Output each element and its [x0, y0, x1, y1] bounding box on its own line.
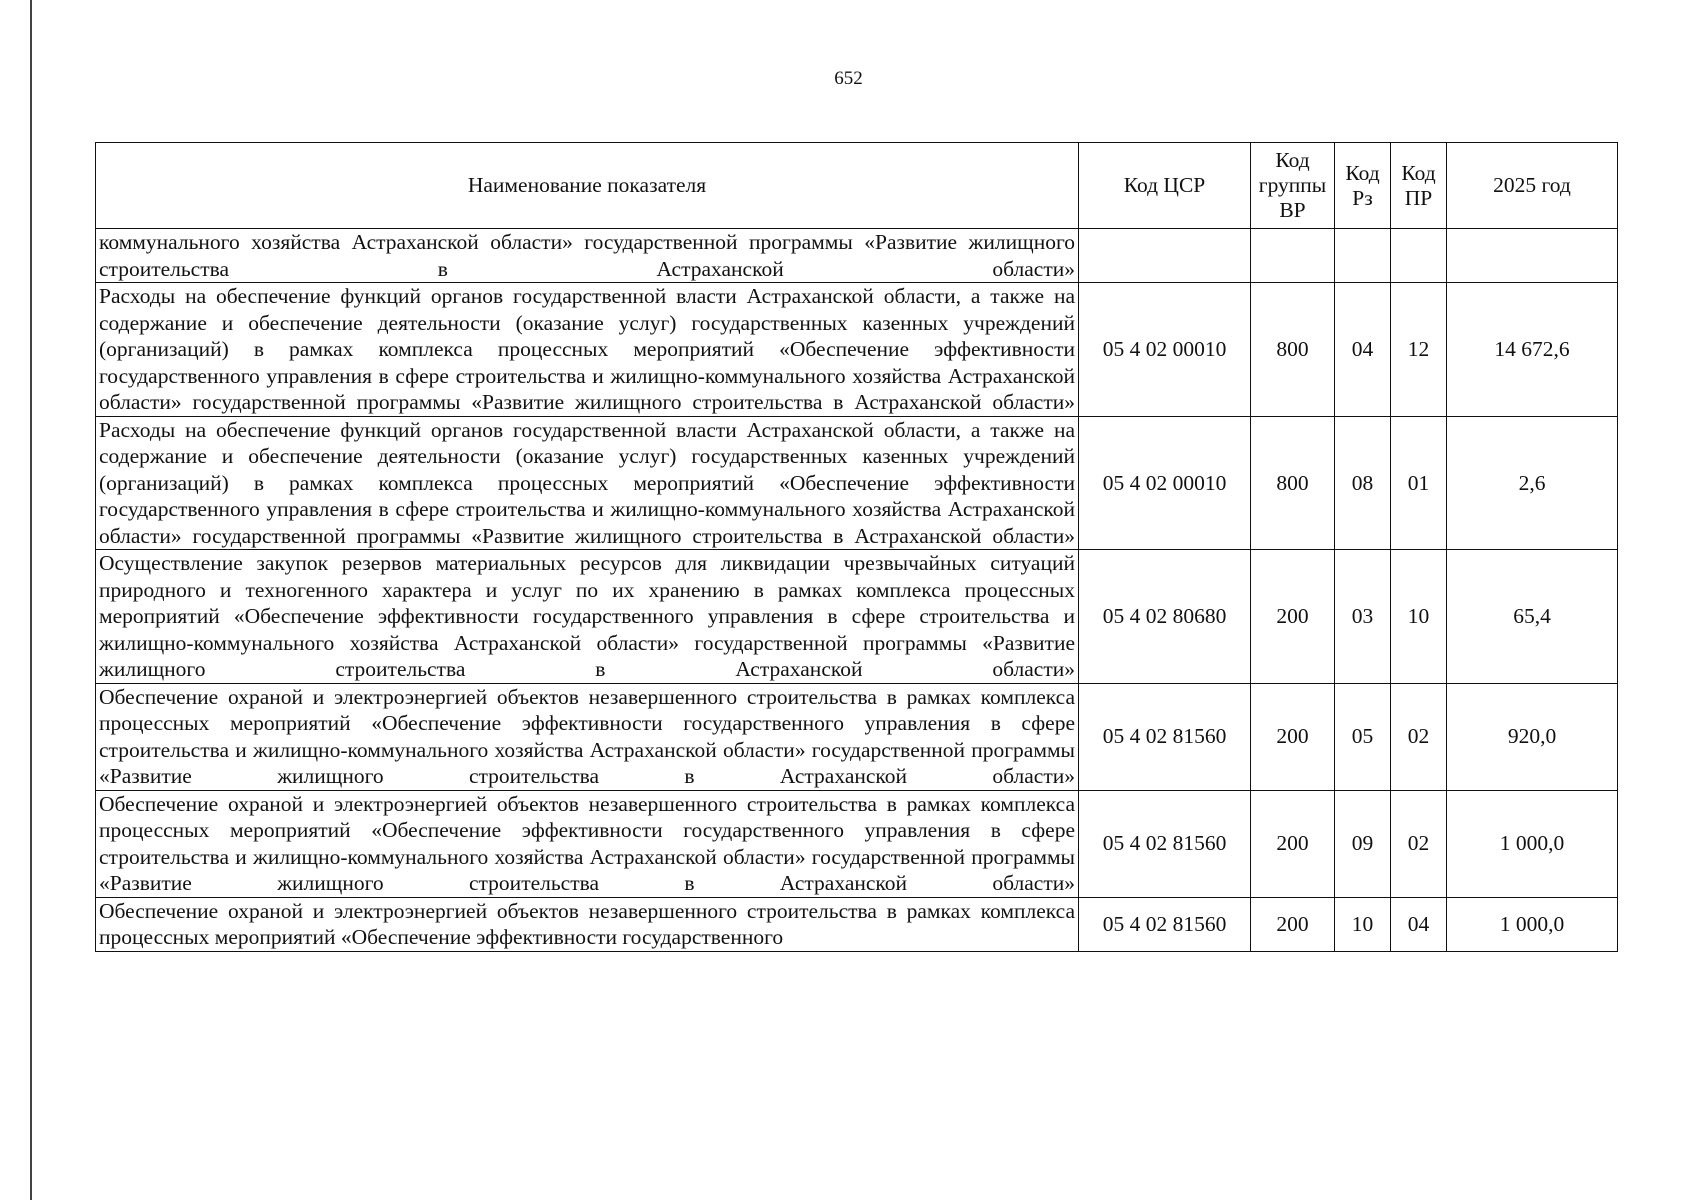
budget-table [95, 142, 1618, 952]
table-row [96, 897, 1618, 951]
row-csr [1079, 229, 1251, 283]
row-pr: 02 [1391, 790, 1447, 897]
row-vr [1251, 229, 1335, 283]
table-row [96, 550, 1618, 684]
row-pr [1391, 229, 1447, 283]
table-row [96, 683, 1618, 790]
row-rz: 03 [1335, 550, 1391, 684]
row-pr: 12 [1391, 283, 1447, 417]
row-rz: 10 [1335, 897, 1391, 951]
table-row [96, 790, 1618, 897]
row-name: Обеспечение охраной и электроэнергией объектов незавершенного строительства в рамках комплекса процессных мероприятий «Обеспечение эффективности государственного управления в сфере строительства и жилищно-коммунального хозяйства Астраханской области» государственной программы «Развитие жилищного строительства в Астраханской области» [96, 790, 1079, 897]
row-rz: 08 [1335, 416, 1391, 550]
row-pr: 04 [1391, 897, 1447, 951]
row-pr: 02 [1391, 683, 1447, 790]
row-pr: 01 [1391, 416, 1447, 550]
row-csr: 05 4 02 81560 [1079, 790, 1251, 897]
header-year: 2025 год [1447, 143, 1618, 229]
row-name: Обеспечение охраной и электроэнергией объектов незавершенного строительства в рамках комплекса процессных мероприятий «Обеспечение эффективности государственного управления в сфере строительства и жилищно-коммунального хозяйства Астраханской области» государственной программы «Развитие жилищного строительства в Астраханской области» [96, 683, 1079, 790]
row-rz [1335, 229, 1391, 283]
header-vr: Код группы ВР [1251, 143, 1335, 229]
row-vr: 800 [1251, 283, 1335, 417]
row-rz: 05 [1335, 683, 1391, 790]
row-amount: 14 672,6 [1447, 283, 1618, 417]
row-name: Расходы на обеспечение функций органов государственной власти Астраханской области, а также на содержание и обеспечение деятельности (оказание услуг) государственных казенных учреждений (организаций) в рамках комплекса процессных мероприятий «Обеспечение эффективности государственного управления в сфере строительства и жилищно-коммунального хозяйства Астраханской области» государственной программы «Развитие жилищного строительства в Астраханской области» [96, 416, 1079, 550]
scan-edge-line [30, 0, 32, 1200]
row-vr: 200 [1251, 790, 1335, 897]
table-row [96, 283, 1618, 417]
row-amount [1447, 229, 1618, 283]
row-amount: 1 000,0 [1447, 897, 1618, 951]
header-pr: Код ПР [1391, 143, 1447, 229]
row-name: коммунального хозяйства Астраханской области» государственной программы «Развитие жилищного строительства в Астраханской области» [96, 229, 1079, 283]
row-name: Расходы на обеспечение функций органов государственной власти Астраханской области, а также на содержание и обеспечение деятельности (оказание услуг) государственных казенных учреждений (организаций) в рамках комплекса процессных мероприятий «Обеспечение эффективности государственного управления в сфере строительства и жилищно-коммунального хозяйства Астраханской области» государственной программы «Развитие жилищного строительства в Астраханской области» [96, 283, 1079, 417]
table-row [96, 229, 1618, 283]
table-header-row [96, 143, 1618, 229]
row-csr: 05 4 02 00010 [1079, 416, 1251, 550]
row-vr: 200 [1251, 897, 1335, 951]
header-name: Наименование показателя [96, 143, 1079, 229]
page-number: 652 [834, 68, 863, 89]
row-amount: 2,6 [1447, 416, 1618, 550]
row-amount: 65,4 [1447, 550, 1618, 684]
row-amount: 1 000,0 [1447, 790, 1618, 897]
row-vr: 800 [1251, 416, 1335, 550]
row-csr: 05 4 02 81560 [1079, 897, 1251, 951]
row-csr: 05 4 02 80680 [1079, 550, 1251, 684]
table-row [96, 416, 1618, 550]
row-vr: 200 [1251, 683, 1335, 790]
header-csr: Код ЦСР [1079, 143, 1251, 229]
row-amount: 920,0 [1447, 683, 1618, 790]
row-rz: 04 [1335, 283, 1391, 417]
row-rz: 09 [1335, 790, 1391, 897]
header-rz: Код Рз [1335, 143, 1391, 229]
row-pr: 10 [1391, 550, 1447, 684]
row-name: Обеспечение охраной и электроэнергией объектов незавершенного строительства в рамках комплекса процессных мероприятий «Обеспечение эффективности государственного [96, 897, 1079, 951]
row-csr: 05 4 02 81560 [1079, 683, 1251, 790]
row-csr: 05 4 02 00010 [1079, 283, 1251, 417]
row-vr: 200 [1251, 550, 1335, 684]
row-name: Осуществление закупок резервов материальных ресурсов для ликвидации чрезвычайных ситуаций природного и техногенного характера и услуг по их хранению в рамках комплекса процессных мероприятий «Обеспечение эффективности государственного управления в сфере строительства и жилищно-коммунального хозяйства Астраханской области» государственной программы «Развитие жилищного строительства в Астраханской области» [96, 550, 1079, 684]
